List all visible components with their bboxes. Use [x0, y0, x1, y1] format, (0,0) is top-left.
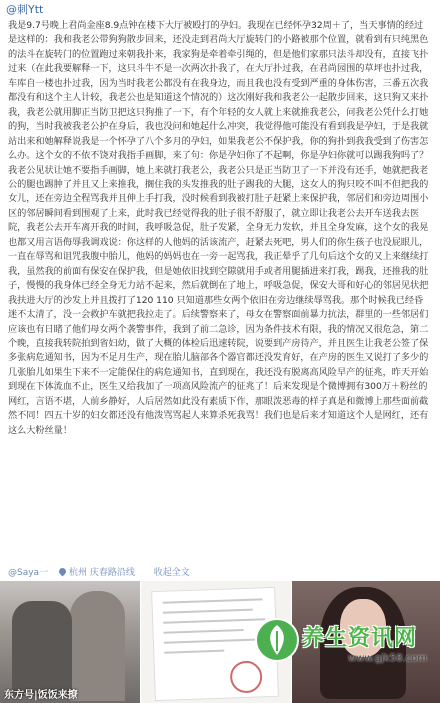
site-watermark: [254, 615, 432, 687]
document-line: [164, 638, 260, 643]
collapse-link[interactable]: 收起全文: [153, 568, 190, 578]
person-photo-icon[interactable]: [0, 581, 140, 703]
post-text: 我是9.7号晚上君尚金座8.9点钟在楼下大厅被殴打的孕妇。我现在已经怀孕32周＋了，当天事情的经过是这样的：我和我老公带狗狗散步回来，还没走到君尚大厅旋转门的小路被那个位置，就看到有只纯黑色的法斗在旋转门的位置跑过来朝我扑来，我家狗是牵着牵引绳的，但是他们家那只法斗却没有，直接飞扑过来（在此我要解释一下，这只斗牛不是一次两次扑我了，在大厅扑过我，在君尚园围的草坪也扑过我，车库自一楼也扑过我，因为当时我老公都没有在我身边，而且我也没有受到严重的身体伤害，三番五次我都没有和这个主人计较，我老公也是知道这个情况的）这次刚好我和我老公一起散步回来，这只狗又来扑我，我老公就用脚正当防卫把这只狗推了一下，有个年轻的女人就上来就推我老公，问我老公凭什么打她的狗，当时我被我老公护在身后，我也没问和她起什么冲突，我觉得他可能没有看到我是孕妇，于是我就站出来和她解释说我是一个怀孕了八个多月的孕妇，如果我老公不保护我，你的狗扑到我我受到了伤害怎么办。这个女的不依不饶对我指手画脚，来了句：你是孕妇你了不起啊，你是孕妇你就可以踢我狗吗了？我老公见状让她不要指手画脚，她上来就打我老公，我老公只是正当防卫了一下并没有还手，她就把我老公的腿也踢肿了并且又上来推我，搁住我的头发推我的肚子踢我的大腿，这女人的狗只咬不叫不但把我的女儿，还在旁边全程骂我并且伸上手打我，没时候看到我被打肚子赶紧上来保护我，邻居们和旁边周围小区的邻居瞬间看到围观了上来，此时我已经觉得我的肚子很不舒服了，就立即让我老公去开车送我去医院，我老公去开车离开我的时间，我呼吸急促，肚子发紧，全身无力发软，并且全身发麻，这个女的我晃也都又用言语侮辱我调戏说：你这样的人他妈的活该流产，赶紧去死吧，男人们的你生孩子也没屁眼儿，一直在辱骂和诅咒我腹中胎儿，他妈的妈妈也在一旁一起骂我，我正晕乎了几句后这个女的又上来继续打我，虽然我的前面有保安在保护我，但是她依旧找到空隙就用手或者用腿插进来打我，踢我，还推我的肚子，慢慢的我身体已经全身无力站不起来，然后就倒在了地上，呼吸急促，保安大哥和好心的邻居见状把我扶进大厅的沙发上并且拨打了120 110 只知道那些女两个依旧在旁边继续辱骂我。那个时候我已经昏迷不太清了，没一会救护车就把我拉走了。后续警察来了，母女在警察面前暴力抗法，群里的一些邻居们应该也有日睹了他们母女两个袭警事件，我到了前二急诊，因为条件技术有限，我的情况又很危急，第二个晚，直接我转院拍到省妇幼，做了大概的体检后迅速转院，说要到产房待产，并且医生让我老公签了保多张病危通知书，因为不足月生产，现在胎儿脑部各个器官都还没发育好，在产房的医生又说打了多少的几张胎儿如果生下来不一定能保住的病危通知书，直到现在，我还没有脱离高风险早产的征兆，昨天开始到现在下体流血不止，医生又给我加了一项高风险流产的征兆了！后来发现是个微博拥有300万＋粉丝的网红，言语不堪，人前乡静好，人后居然如此没有素质下作，那眼泼恶毒的样子真是和微博上那些面前截然不同！四五十岁的妇女都还没有他泼骂骂起人来算杀死我骂！我们也是后来才知道这个人是网红，还有这么大粉丝量！: [8, 20, 429, 436]
location-tag[interactable]: [59, 568, 143, 578]
post-body: [8, 19, 432, 438]
post-author[interactable]: [6, 3, 43, 17]
document-line: [164, 629, 244, 634]
location-pin-icon: [58, 567, 68, 577]
document-line: [162, 598, 262, 603]
document-line: [163, 609, 253, 614]
watermark-url: www.gjk58.com: [348, 653, 427, 664]
mention-link[interactable]: @Saya一: [8, 568, 49, 578]
document-line: [163, 618, 265, 624]
location-label: 杭州 庆春路沿线: [68, 568, 135, 578]
leaf-logo-icon: [254, 617, 300, 663]
source-credit: 东方号|饭饭来撩: [4, 690, 78, 701]
author-handle[interactable]: @刺Ytt: [6, 3, 44, 16]
photo-figure: [12, 601, 72, 696]
watermark-title: 养生资讯网: [302, 626, 418, 651]
post-meta: [8, 566, 432, 580]
photo-figure: [70, 591, 125, 701]
document-line: [164, 650, 224, 654]
